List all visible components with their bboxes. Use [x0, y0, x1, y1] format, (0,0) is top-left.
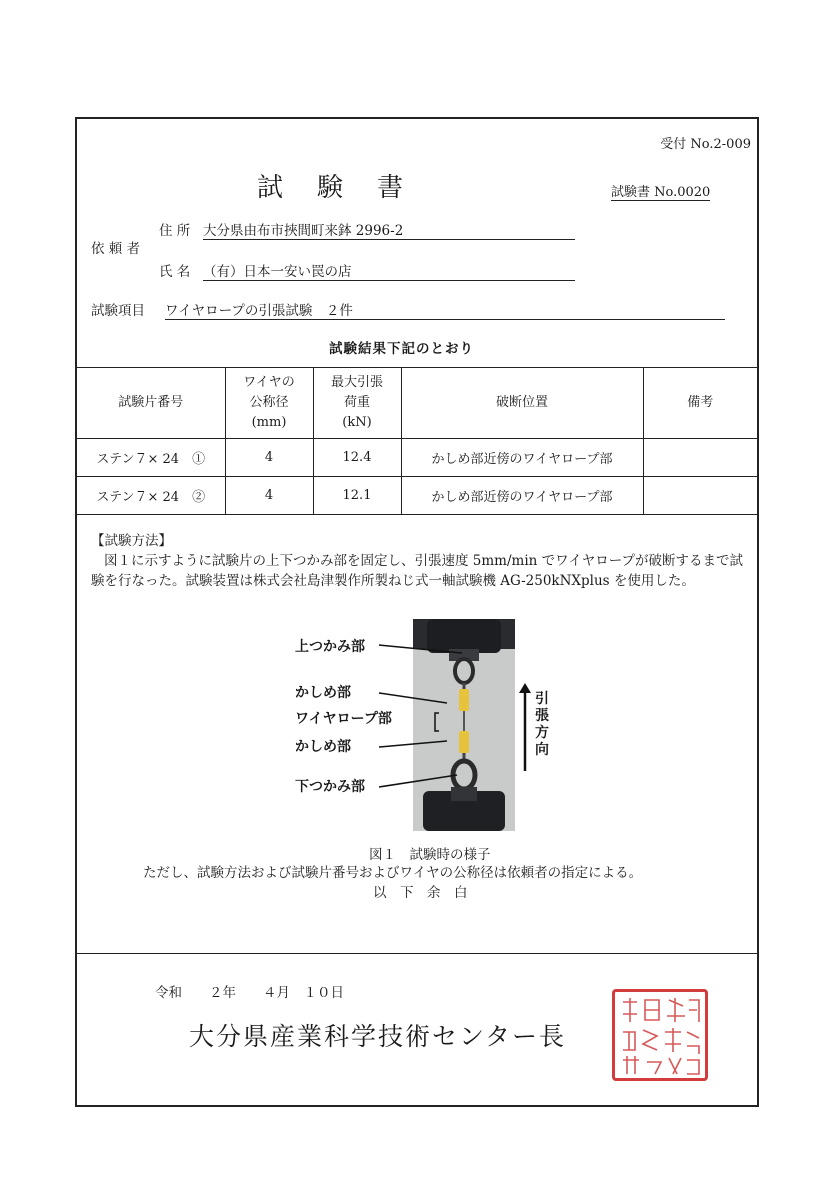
label-lower-grip: 下つかみ部	[295, 779, 365, 795]
method-text: 図１に示すように試験片の上下つかみ部を固定し、引張速度 5mm/min でワイヤロープが破断するまで試験を行なった。試験装置は株式会社島津製作所製ねじ式一軸試験機 AG-250kNXplus を使用した。	[91, 553, 744, 589]
cell-max-load: 12.1	[313, 476, 401, 514]
designation-note: ただし、試験方法および試験片番号およびワイヤの公称径は依頼者の指定による。	[143, 865, 643, 881]
cell-diameter: 4	[225, 476, 313, 514]
name-label: 氏 名	[159, 264, 191, 280]
figure-leader-lines	[377, 637, 467, 807]
label-crimp-bottom: かしめ部	[295, 739, 351, 755]
method-heading: 【試験方法】	[91, 533, 172, 549]
label-crimp-top: かしめ部	[295, 685, 351, 701]
header-diameter: ワイヤの 公称径 (mm)	[225, 368, 313, 438]
cell-diameter: 4	[225, 438, 313, 476]
table-header-row	[77, 368, 757, 438]
receipt-number: 受付 No.2-009	[660, 137, 751, 152]
header-remarks: 備考	[643, 368, 757, 438]
requester-label: 依 頼 者	[91, 241, 141, 257]
cell-specimen: ステン７× 24 ①	[77, 438, 225, 476]
figure-caption: 図１ 試験時の様子	[369, 847, 491, 863]
seal-pattern-icon	[615, 992, 705, 1078]
cell-remarks	[643, 476, 757, 514]
table-row	[77, 476, 757, 514]
test-item-value: ワイヤロープの引張試験 ２件	[165, 299, 725, 320]
label-pull-direction: 引張方向	[535, 691, 549, 758]
label-wire-rope: ワイヤロープ部	[295, 711, 392, 727]
arrow-up-icon	[517, 681, 533, 773]
cell-fracture: かしめ部近傍のワイヤロープ部	[401, 476, 643, 514]
certificate-frame	[75, 117, 759, 1107]
divider-bottom	[77, 953, 757, 954]
issuer-name: 大分県産業科学技術センター長	[189, 1022, 567, 1051]
address-label: 住 所	[159, 223, 191, 239]
end-mark: 以 下 余 白	[373, 885, 468, 901]
header-fracture: 破断位置	[401, 368, 643, 438]
issue-date: 令和 ２年 ４月 １０日	[155, 985, 344, 1001]
table-row	[77, 438, 757, 476]
header-specimen: 試験片番号	[77, 368, 225, 438]
results-heading: 試験結果下記のとおり	[329, 341, 474, 357]
label-upper-grip: 上つかみ部	[295, 639, 365, 655]
cell-max-load: 12.4	[313, 438, 401, 476]
test-method	[91, 531, 751, 591]
header-max-load: 最大引張 荷重 (kN)	[313, 368, 401, 438]
test-item-label: 試験項目	[91, 303, 145, 319]
name-value: （有）日本一安い罠の店	[203, 260, 575, 281]
cell-specimen: ステン７× 24 ②	[77, 476, 225, 514]
results-table	[77, 368, 757, 515]
cell-remarks	[643, 438, 757, 476]
official-seal-stamp	[612, 989, 708, 1081]
document-title: 試 験 書	[257, 173, 408, 203]
address-value: 大分県由布市挾間町来鉢 2996-2	[203, 219, 575, 240]
certificate-number: 試験書 No.0020	[611, 181, 710, 201]
cell-fracture: かしめ部近傍のワイヤロープ部	[401, 438, 643, 476]
